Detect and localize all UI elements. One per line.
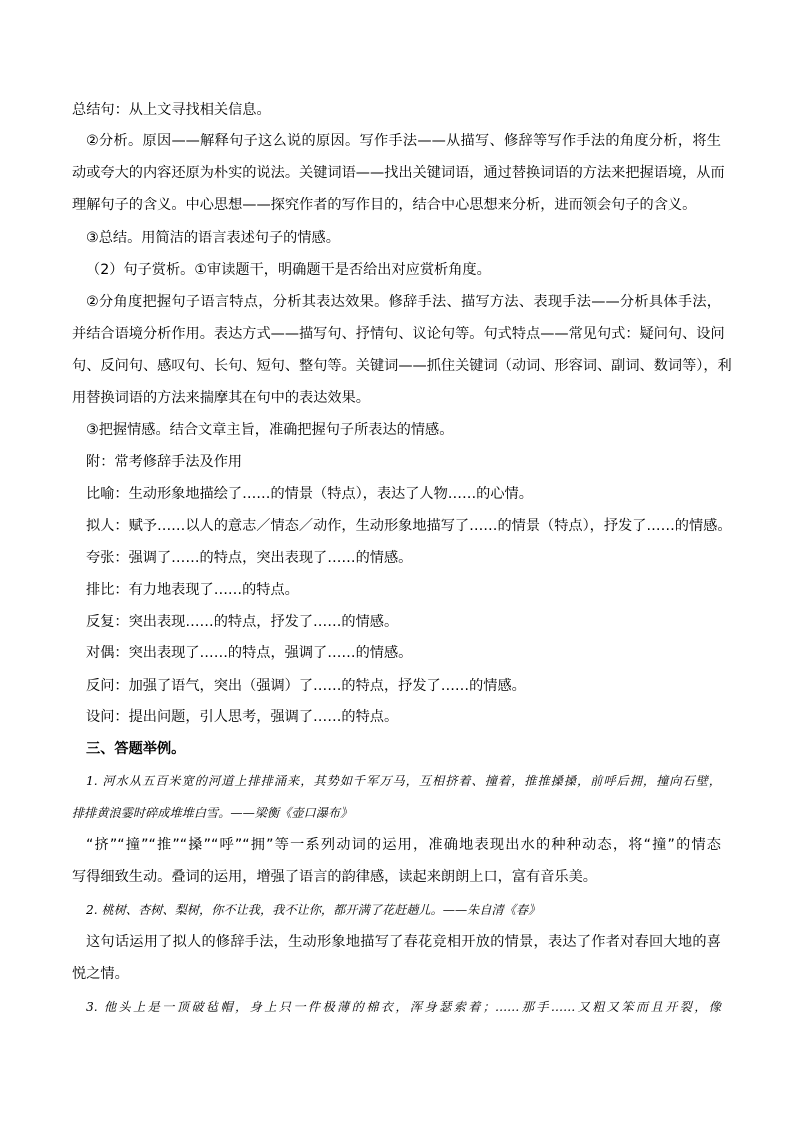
text-line: 句、反问句、感叹句、长句、短句、整句等。关键词——抓住关键词（动词、形容词、副词、数词等），利	[72, 358, 732, 374]
text-line: 写得细致生动。叠词的运用，增强了语言的韵律感，读起来朗朗上口，富有音乐美。	[72, 869, 597, 885]
text-line: 动或夸大的内容还原为朴实的说法。关键词语——找出关键词语，通过替换词语的方法来把握语境，从而	[72, 165, 725, 181]
text-line: 用替换词语的方法来揣摩其在句中的表达效果。	[72, 390, 370, 406]
text-line: 对偶：突出表现了……的特点，强调了……的情感。	[86, 645, 413, 661]
text-line: ③总结。用简洁的语言表述句子的情感。	[86, 230, 340, 246]
text-line: 1. 河水从五百米宽的河道上排排涌来，其势如千军万马，互相挤着、撞着，推推搡搡，前呼后拥，撞向石壁，	[86, 774, 721, 788]
text-line: ②分角度把握句子语言特点，分析其表达效果。修辞手法、描写方法、表现手法——分析具体手法，	[86, 294, 721, 310]
text-line: ③把握情感。结合文章主旨，准确把握句子所表达的情感。	[86, 422, 454, 438]
text-line: 反问：加强了语气，突出（强调）了……的特点，抒发了……的情感。	[86, 678, 526, 694]
text-line: 夸张：强调了……的特点，突出表现了……的情感。	[86, 550, 413, 566]
text-line: 总结句：从上文寻找相关信息。	[72, 102, 271, 118]
text-line: 反复：突出表现……的特点，抒发了……的情感。	[86, 614, 399, 630]
text-line: 这句话运用了拟人的修辞手法，生动形象地描写了春花竞相开放的情景，表达了作者对春回大地的喜	[86, 934, 721, 950]
text-line: （2）句子赏析。①审读题干，明确题干是否给出对应赏析角度。	[86, 262, 491, 278]
text-line: 排排黄浪霎时碎成堆堆白雪。——梁衡《壶口瀑布》	[72, 806, 353, 820]
text-line: 设问：提出问题，引人思考，强调了……的特点。	[86, 709, 399, 725]
text-line: 理解句子的含义。中心思想——探究作者的写作目的，结合中心思想来分析，进而领会句子的含义。	[72, 197, 697, 213]
text-line: 拟人：赋予……以人的意志／情态／动作，生动形象地描写了……的情景（特点），抒发了……的情感。	[86, 518, 732, 534]
text-line: 3. 他头上是一顶破毡帽，身上只一件极薄的棉衣，浑身瑟索着；……那手……又粗又笨而且开裂，像	[86, 1000, 721, 1014]
text-line: 排比：有力地表现了……的特点。	[86, 582, 299, 598]
text-line: 附：常考修辞手法及作用	[86, 454, 243, 470]
text-line: 2. 桃树、杏树、梨树，你不让我，我不让你，都开满了花赶趟儿。——朱自清《春》	[86, 903, 541, 917]
section-heading: 三、答题举例。	[86, 741, 186, 757]
text-line: 并结合语境分析作用。表达方式——描写句、抒情句、议论句等。句式特点——常见句式：疑问句、设问	[72, 326, 725, 342]
text-line: ②分析。原因——解释句子这么说的原因。写作手法——从描写、修辞等写作手法的角度分析，将生	[86, 133, 721, 149]
text-line: 比喻：生动形象地描绘了……的情景（特点），表达了人物……的心情。	[86, 486, 533, 502]
text-line: 悦之情。	[72, 966, 129, 982]
text-line: “挤”“撞”“推”“搡”“呼”“拥”等一系列动词的运用，准确地表现出水的种种动态，将“撞”的情态	[86, 837, 721, 853]
